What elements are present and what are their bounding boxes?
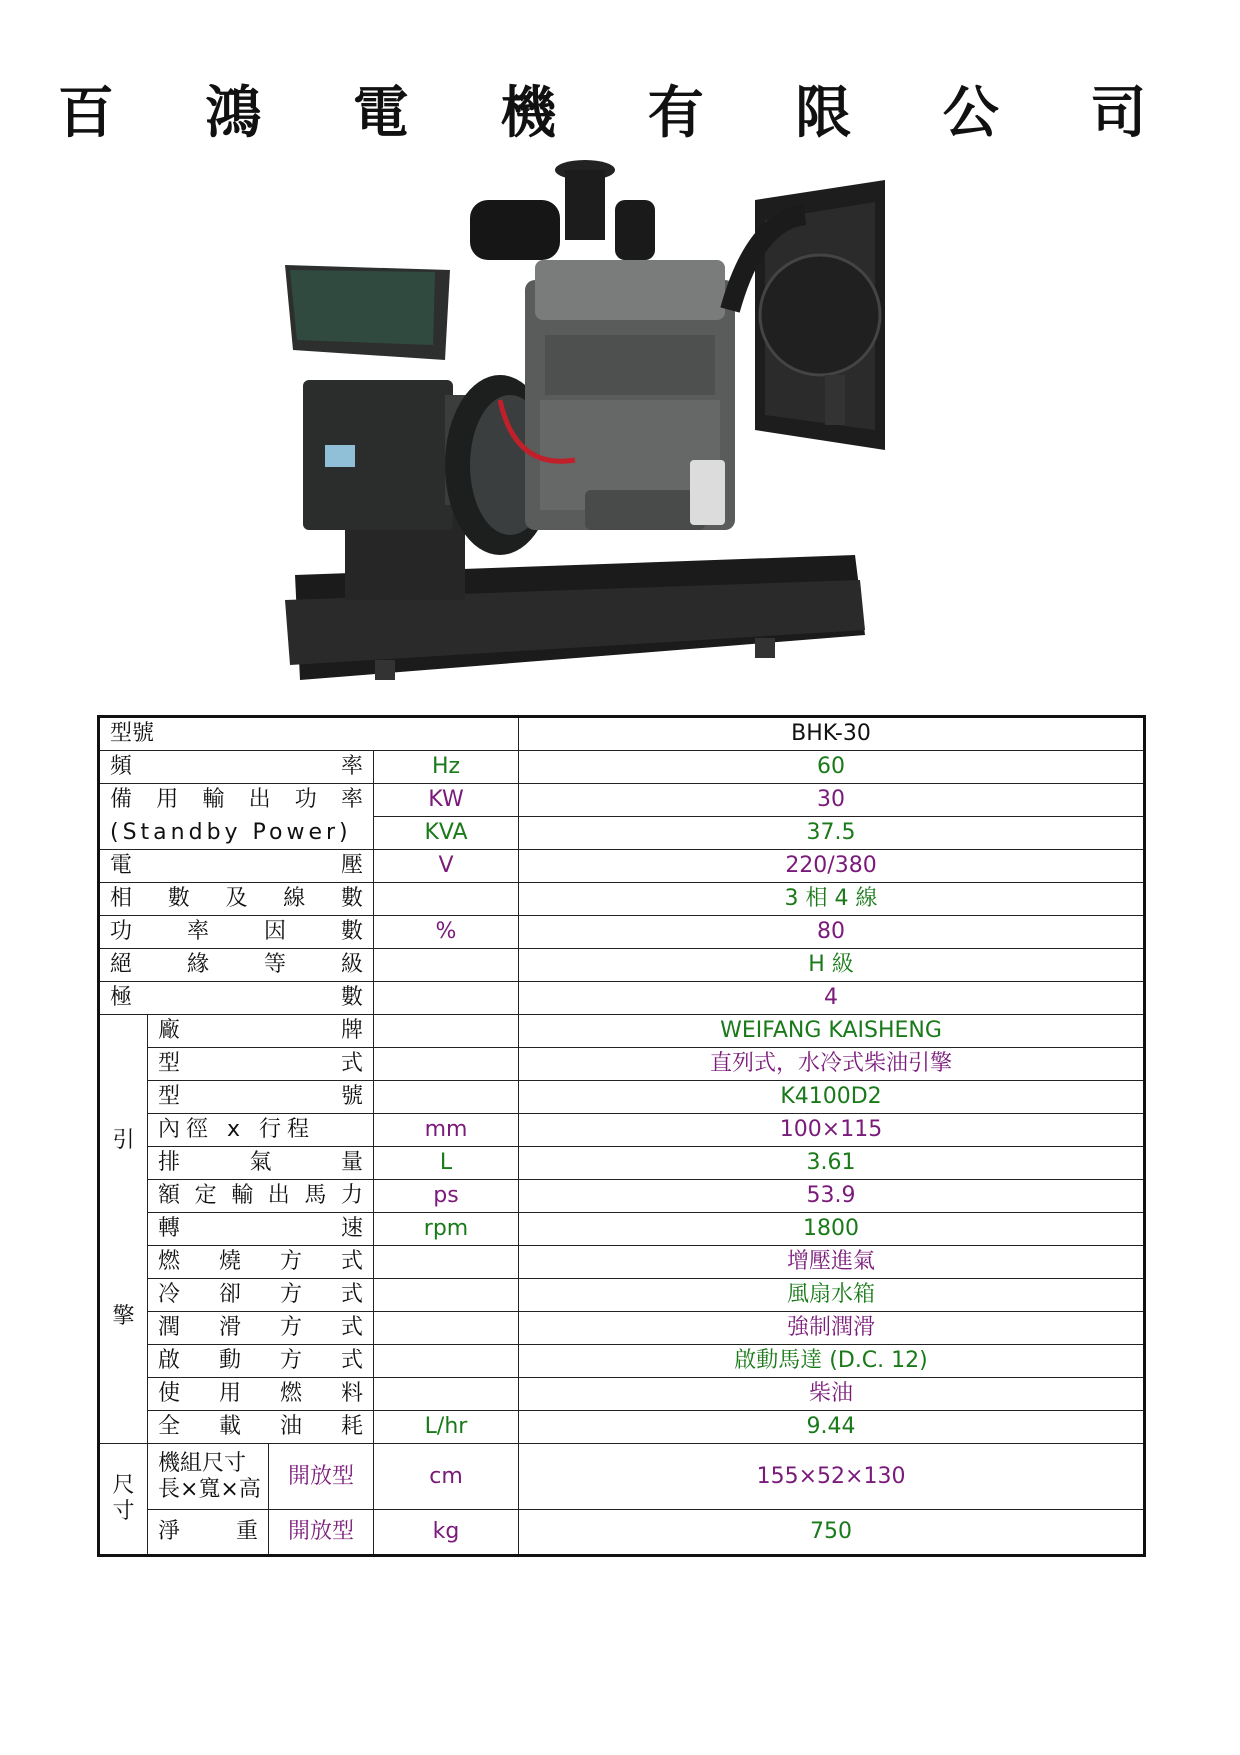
row-engine-model [99, 1081, 1145, 1114]
label-fuel-consumption: 全 載 油 耗 [148, 1411, 374, 1444]
label-speed: 轉 速 [148, 1213, 374, 1246]
value-engine-type: 直列式，水冷式柴油引擎 [519, 1048, 1145, 1081]
row-engine-brand [99, 1015, 1145, 1048]
row-cooling [99, 1279, 1145, 1312]
value-displacement: 3.61 [519, 1147, 1145, 1180]
row-size [99, 1444, 1145, 1510]
row-model [99, 717, 1145, 751]
row-bore-stroke [99, 1114, 1145, 1147]
row-combustion [99, 1246, 1145, 1279]
label-frequency: 頻 率 [99, 751, 374, 784]
unit-speed: rpm [374, 1213, 519, 1246]
label-phase: 相 數 及 線 數 [99, 883, 374, 916]
row-fuel [99, 1378, 1145, 1411]
value-model: BHK-30 [519, 717, 1145, 751]
label-size-line2: 長×寬×高 [158, 1476, 261, 1502]
label-engine-model: 型 號 [148, 1081, 374, 1114]
unit-phase [374, 883, 519, 916]
unit-displacement: L [374, 1147, 519, 1180]
value-standby-kva: 37.5 [519, 817, 1145, 850]
row-starting [99, 1345, 1145, 1378]
row-voltage [99, 850, 1145, 883]
unit-lubrication [374, 1312, 519, 1345]
value-engine-model: K4100D2 [519, 1081, 1145, 1114]
type-size: 開放型 [269, 1444, 374, 1510]
row-rated-output [99, 1180, 1145, 1213]
value-weight: 750 [519, 1510, 1145, 1556]
row-frequency [99, 751, 1145, 784]
unit-engine-type [374, 1048, 519, 1081]
label-model-text: 型號 [110, 721, 155, 746]
value-size: 155×52×130 [519, 1444, 1145, 1510]
unit-power-factor: % [374, 916, 519, 949]
value-lubrication: 強制潤滑 [519, 1312, 1145, 1345]
unit-standby-kva: KVA [374, 817, 519, 850]
label-size [148, 1444, 269, 1510]
row-poles [99, 982, 1145, 1015]
row-fuel-consumption [99, 1411, 1145, 1444]
row-speed [99, 1213, 1145, 1246]
unit-insulation [374, 949, 519, 982]
row-standby-kva [99, 817, 1145, 850]
value-standby-kw: 30 [519, 784, 1145, 817]
label-cooling: 冷 卻 方 式 [148, 1279, 374, 1312]
value-fuel-consumption: 9.44 [519, 1411, 1145, 1444]
unit-engine-model [374, 1081, 519, 1114]
row-standby-kw [99, 784, 1145, 817]
unit-frequency: Hz [374, 751, 519, 784]
value-frequency: 60 [519, 751, 1145, 784]
label-engine-type: 型 式 [148, 1048, 374, 1081]
label-displacement: 排 氣 量 [148, 1147, 374, 1180]
air-intake [470, 160, 655, 260]
unit-rated-output: ps [374, 1180, 519, 1213]
row-lubrication [99, 1312, 1145, 1345]
label-voltage: 電 壓 [99, 850, 374, 883]
label-lubrication: 潤 滑 方 式 [148, 1312, 374, 1345]
value-power-factor: 80 [519, 916, 1145, 949]
dimensions-group-label [99, 1444, 148, 1556]
label-fuel: 使 用 燃 料 [148, 1378, 374, 1411]
type-weight: 開放型 [269, 1510, 374, 1556]
row-power-factor [99, 916, 1145, 949]
alternator [285, 265, 555, 555]
label-combustion: 燃 燒 方 式 [148, 1246, 374, 1279]
value-starting: 啟動馬達 (D.C. 12) [519, 1345, 1145, 1378]
value-cooling: 風扇水箱 [519, 1279, 1145, 1312]
value-insulation: H 級 [519, 949, 1145, 982]
label-power-factor: 功 率 因 數 [99, 916, 374, 949]
engine-group-bottom: 擎 [112, 1304, 135, 1329]
radiator [730, 180, 885, 450]
row-phase [99, 883, 1145, 916]
engine-block [500, 260, 735, 530]
spec-table [97, 715, 1146, 1557]
label-standby-power-en: (Standby Power) [99, 817, 374, 850]
unit-engine-brand [374, 1015, 519, 1048]
engine-group-top: 引 [112, 1128, 135, 1153]
engine-group-label [99, 1015, 148, 1444]
unit-starting [374, 1345, 519, 1378]
dimensions-group-top: 尺 [112, 1473, 135, 1498]
company-name: 百 鴻 電 機 有 限 公 司 [57, 80, 1183, 146]
value-voltage: 220/380 [519, 850, 1145, 883]
unit-size: cm [374, 1444, 519, 1510]
label-poles: 極 數 [99, 982, 374, 1015]
dimensions-group-bottom: 寸 [112, 1499, 135, 1524]
generator-photo [285, 160, 965, 685]
label-size-line1: 機組尺寸 [158, 1450, 247, 1476]
value-bore-stroke: 100×115 [519, 1114, 1145, 1147]
unit-fuel [374, 1378, 519, 1411]
unit-fuel-consumption: L/hr [374, 1411, 519, 1444]
value-combustion: 增壓進氣 [519, 1246, 1145, 1279]
unit-poles [374, 982, 519, 1015]
value-engine-brand: WEIFANG KAISHENG [519, 1015, 1145, 1048]
label-insulation: 絕 緣 等 級 [99, 949, 374, 982]
row-engine-type [99, 1048, 1145, 1081]
label-model [110, 721, 508, 747]
value-speed: 1800 [519, 1213, 1145, 1246]
label-weight: 淨 重 [148, 1510, 269, 1556]
unit-voltage: V [374, 850, 519, 883]
label-engine-brand: 廠 牌 [148, 1015, 374, 1048]
row-weight [99, 1510, 1145, 1556]
label-rated-output: 額 定 輸 出 馬 力 [148, 1180, 374, 1213]
value-phase: 3 相 4 線 [519, 883, 1145, 916]
unit-combustion [374, 1246, 519, 1279]
value-poles: 4 [519, 982, 1145, 1015]
row-displacement [99, 1147, 1145, 1180]
value-rated-output: 53.9 [519, 1180, 1145, 1213]
label-bore-stroke: 內徑 x 行程 [148, 1114, 374, 1147]
value-fuel: 柴油 [519, 1378, 1145, 1411]
unit-weight: kg [374, 1510, 519, 1556]
unit-bore-stroke: mm [374, 1114, 519, 1147]
label-standby-power: 備 用 輸 出 功 率 [99, 784, 374, 817]
unit-standby-kw: KW [374, 784, 519, 817]
label-starting: 啟 動 方 式 [148, 1345, 374, 1378]
row-insulation [99, 949, 1145, 982]
unit-cooling [374, 1279, 519, 1312]
